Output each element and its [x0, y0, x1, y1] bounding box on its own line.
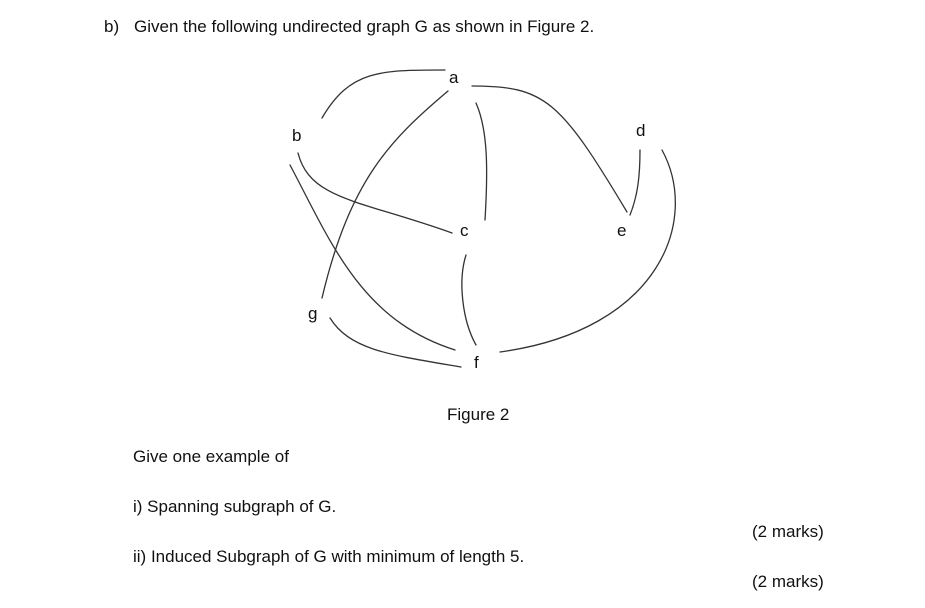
node-label-e: e	[617, 221, 627, 240]
node-label-c: c	[460, 221, 469, 240]
node-label-g: g	[308, 304, 318, 323]
node-label-d: d	[636, 121, 646, 140]
task-part-ii: ii) Induced Subgraph of G with minimum of length 5.	[133, 547, 525, 566]
edge-a-d	[472, 86, 627, 212]
edge-a-c	[476, 103, 487, 220]
node-label-b: b	[292, 126, 302, 145]
marks-part-i: (2 marks)	[752, 522, 824, 541]
question-label: b)	[104, 17, 120, 36]
marks-part-ii: (2 marks)	[752, 572, 824, 591]
question-text: Given the following undirected graph G as shown in Figure 2.	[134, 17, 595, 36]
edge-g-f	[330, 318, 461, 367]
edge-a-b	[322, 70, 445, 118]
node-label-a: a	[449, 68, 459, 87]
task-part-i: i) Spanning subgraph of G.	[133, 497, 337, 516]
edge-c-f	[462, 255, 476, 345]
edge-d-f	[500, 150, 675, 352]
edge-b-c	[298, 153, 452, 233]
edge-d-e	[630, 150, 640, 215]
node-label-f: f	[474, 353, 479, 372]
task-intro: Give one example of	[133, 447, 289, 466]
figure-caption: Figure 2	[447, 405, 510, 424]
edge-a-g	[322, 91, 448, 298]
